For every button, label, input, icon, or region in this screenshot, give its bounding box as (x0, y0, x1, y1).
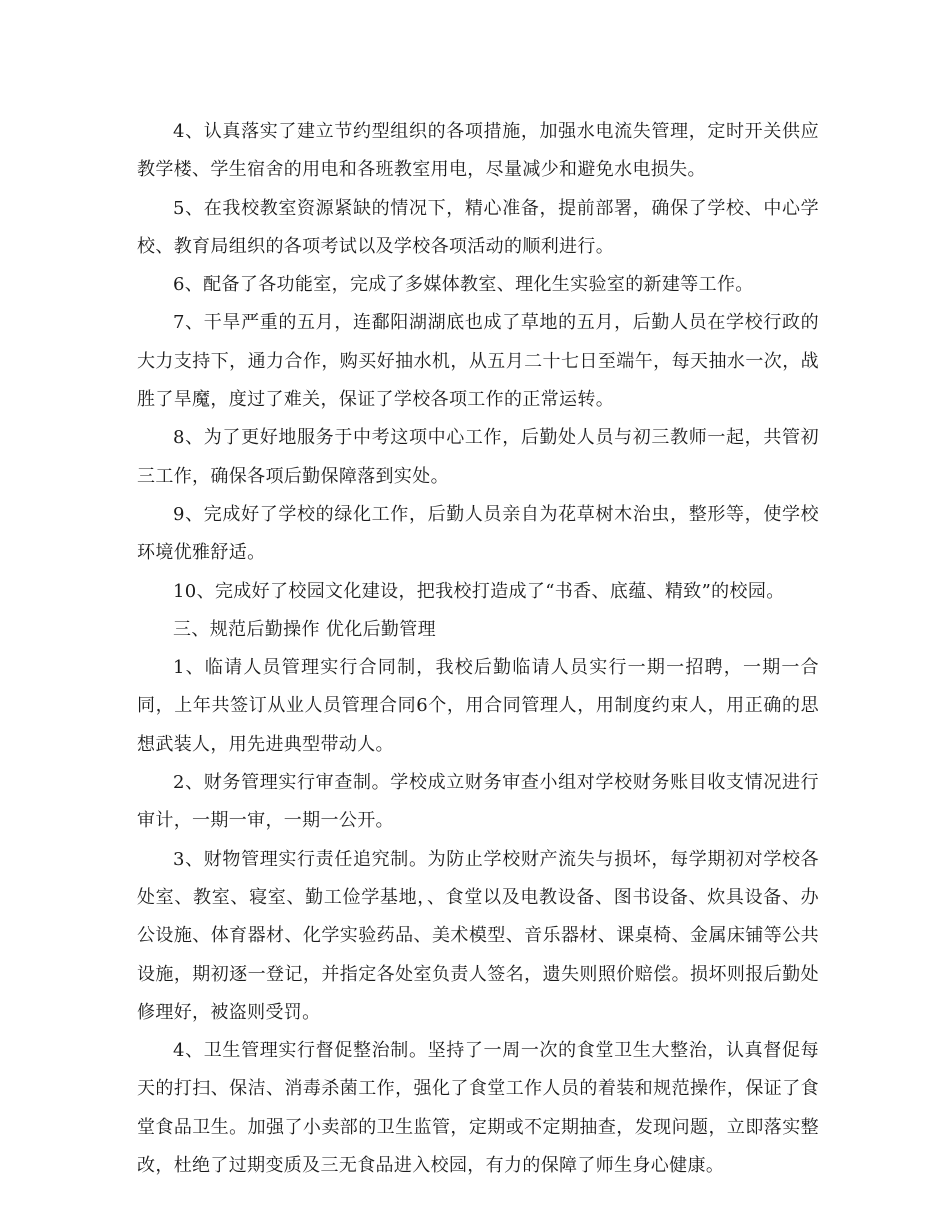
paragraph-item-10-campus-culture: 10、完成好了校园文化建设，把我校打造成了“书香、底蕴、精致”的校园。 (173, 580, 785, 602)
paragraph-finance-audit: 2、财务管理实行审查制。学校成立财务审查小组对学校财务账目收支情况进行审计，一期一审，一期一公开。 (137, 772, 819, 832)
paragraph-item-8-exam-support: 8、为了更好地服务于中考这项中心工作，后勤处人员与初三教师一起，共管初三工作，确保各项后勤保障落到实处。 (137, 427, 819, 487)
paragraph-item-4-energy-saving: 4、认真落实了建立节约型组织的各项措施，加强水电流失管理，定时开关供应教学楼、学生宿舍的用电和各班教室用电，尽量减少和避免水电损失。 (137, 121, 819, 181)
section-heading: 三、规范后勤操作 优化后勤管理 (173, 618, 436, 640)
paragraph-item-7-drought: 7、干旱严重的五月，连鄱阳湖湖底也成了草地的五月，后勤人员在学校行政的大力支持下，通力合作，购买好抽水机，从五月二十七日至端午，每天抽水一次，战胜了旱魔，度过了难关，保证了学校各项工作的正常运转。 (137, 312, 819, 411)
paragraph-property-responsibility: 3、财物管理实行责任追究制。为防止学校财产流失与损坏，每学期初对学校各处室、教室、寝室、勤工俭学基地，、食堂以及电教设备、图书设备、炊具设备、办公设施、体育器材、化学实验药品、美术模型、音乐器材、课桌椅、金属床铺等公共设施，期初逐一登记，并指定各处室负责人签名，遗失则照价赔偿。损坏则报后勤处修理好，被盗则受罚。 (137, 848, 819, 1023)
paragraph-staff-contracts: 1、临请人员管理实行合同制，我校后勤临请人员实行一期一招聘，一期一合同，上年共签订从业人员管理合同6个，用合同管理人，用制度约束人，用正确的思想武装人，用先进典型带动人。 (137, 657, 819, 755)
paragraph-item-6-function-rooms: 6、配备了各功能室，完成了多媒体教室、理化生实验室的新建等工作。 (173, 274, 754, 296)
paragraph-hygiene-management: 4、卫生管理实行督促整治制。坚持了一周一次的食堂卫生大整治，认真督促每天的打扫、保洁、消毒杀菌工作，强化了食堂工作人员的着装和规范操作，保证了食堂食品卫生。加强了小卖部的卫生监管，定期或不定期抽查，发现问题，立即落实整改，杜绝了过期变质及三无食品进入校园，有力的保障了师生身心健康。 (137, 1040, 819, 1177)
document-body (137, 113, 819, 1185)
paragraph-item-9-greening: 9、完成好了学校的绿化工作，后勤人员亲自为花草树木治虫，整形等，使学校环境优雅舒适。 (137, 503, 819, 564)
paragraph-item-5-exams: 5、在我校教室资源紧缺的情况下，精心准备，提前部署，确保了学校、中心学校、教育局组织的各项考试以及学校各项活动的顺利进行。 (137, 197, 819, 257)
